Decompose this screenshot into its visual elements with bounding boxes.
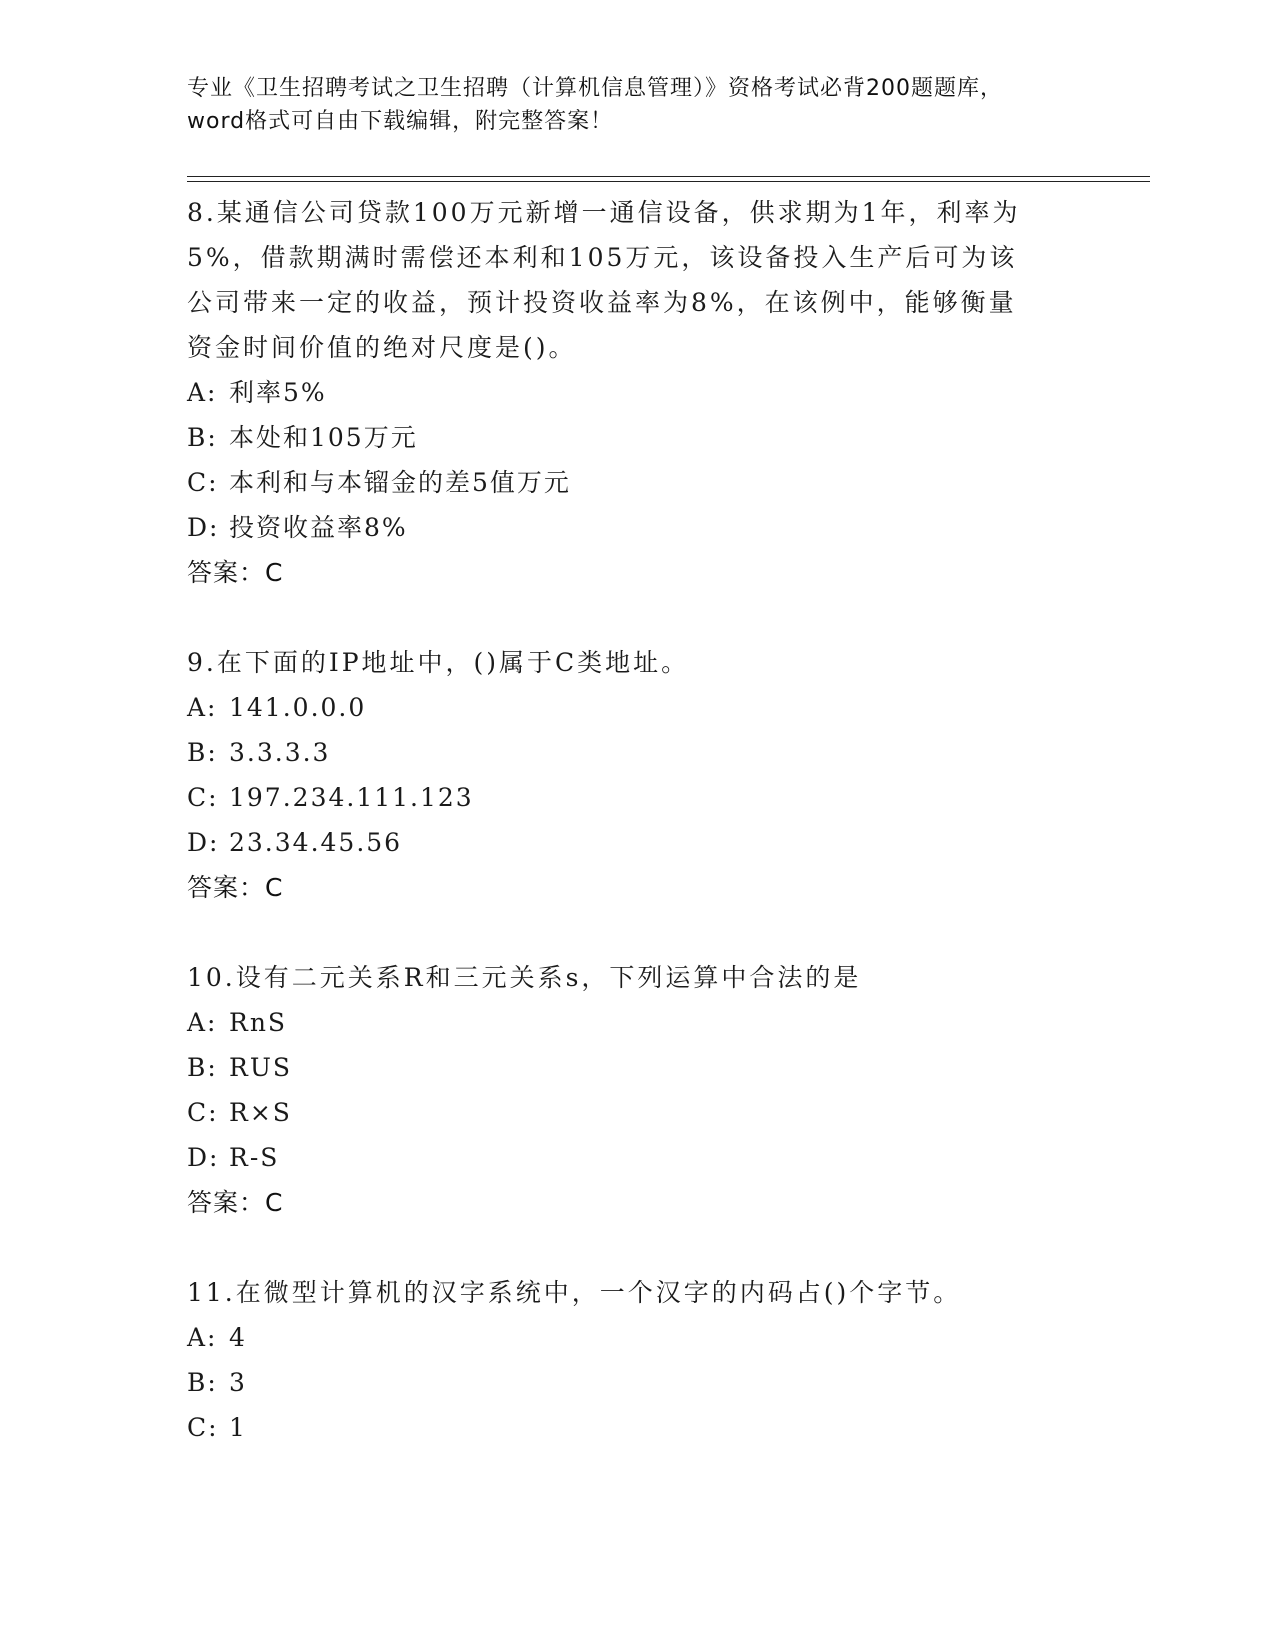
document-header <box>187 72 1087 138</box>
option-text: 3 <box>229 1368 247 1397</box>
header-line-1: 专业《卫生招聘考试之卫生招聘（计算机信息管理）》资格考试必背200题题库， <box>187 76 1003 101</box>
option-c <box>187 460 1087 505</box>
question-list <box>187 190 1087 1450</box>
option-text: 本处和105万元 <box>229 423 418 452</box>
option-label: C: <box>187 468 219 497</box>
option-text: 利率5% <box>229 378 327 407</box>
option-label: B: <box>187 423 218 452</box>
option-a <box>187 685 1087 730</box>
option-text: RnS <box>229 1008 288 1037</box>
answer-value: C <box>265 558 284 587</box>
option-label: D: <box>187 828 220 857</box>
option-d <box>187 1135 1087 1180</box>
option-label: A: <box>187 1323 218 1352</box>
option-label: C: <box>187 1098 219 1127</box>
question-text: 10.设有二元关系R和三元关系s，下列运算中合法的是 <box>187 963 862 992</box>
option-label: D: <box>187 513 220 542</box>
option-b <box>187 1045 1087 1090</box>
answer-value: C <box>265 1188 284 1217</box>
option-a <box>187 370 1087 415</box>
answer-line <box>187 550 1087 595</box>
option-label: B: <box>187 738 218 767</box>
option-text: 4 <box>229 1323 247 1352</box>
option-label: C: <box>187 1413 219 1442</box>
question-item <box>187 190 1087 595</box>
option-text: R-S <box>229 1143 280 1172</box>
option-label: A: <box>187 378 218 407</box>
answer-line <box>187 865 1087 910</box>
question-item <box>187 955 1087 1225</box>
option-label: B: <box>187 1368 218 1397</box>
option-text: 本利和与本镏金的差5值万元 <box>229 468 571 497</box>
option-text: 141.0.0.0 <box>229 693 367 722</box>
answer-prefix: 答案： <box>187 873 266 902</box>
option-b <box>187 1360 1087 1405</box>
option-text: 23.34.45.56 <box>229 828 403 857</box>
option-b <box>187 415 1087 460</box>
option-a <box>187 1000 1087 1045</box>
option-label: C: <box>187 783 219 812</box>
header-divider-bottom <box>187 181 1150 182</box>
option-label: A: <box>187 1008 218 1037</box>
option-text: 3.3.3.3 <box>229 738 331 767</box>
header-divider-top <box>187 176 1150 177</box>
option-a <box>187 1315 1087 1360</box>
option-c <box>187 775 1087 820</box>
answer-prefix: 答案： <box>187 558 266 587</box>
option-label: A: <box>187 693 218 722</box>
option-d <box>187 505 1087 550</box>
answer-prefix: 答案： <box>187 1188 266 1217</box>
option-label: D: <box>187 1143 220 1172</box>
option-c <box>187 1405 1087 1450</box>
question-text: 11.在微型计算机的汉字系统中，一个汉字的内码占()个字节。 <box>187 1278 962 1307</box>
option-d <box>187 820 1087 865</box>
option-text: RUS <box>229 1053 293 1082</box>
option-label: B: <box>187 1053 218 1082</box>
option-text: R×S <box>229 1098 292 1127</box>
option-c <box>187 1090 1087 1135</box>
header-line-2: word格式可自由下载编辑，附完整答案！ <box>187 109 614 134</box>
option-b <box>187 730 1087 775</box>
answer-value: C <box>265 873 284 902</box>
question-item <box>187 640 1087 910</box>
question-item <box>187 1270 1087 1450</box>
answer-line <box>187 1180 1087 1225</box>
option-text: 投资收益率8% <box>229 513 408 542</box>
option-text: 197.234.111.123 <box>229 783 474 812</box>
option-text: 1 <box>229 1413 247 1442</box>
question-text: 9.在下面的IP地址中，()属于C类地址。 <box>187 648 690 677</box>
question-text: 8.某通信公司贷款100万元新增一通信设备，供求期为1年，利率为5%，借款期满时需偿还本利和105万元，该设备投入生产后可为该公司带来一定的收益，预计投资收益率为8%，在该例中，能够衡量资金时间价值的绝对尺度是()。 <box>187 198 1021 362</box>
